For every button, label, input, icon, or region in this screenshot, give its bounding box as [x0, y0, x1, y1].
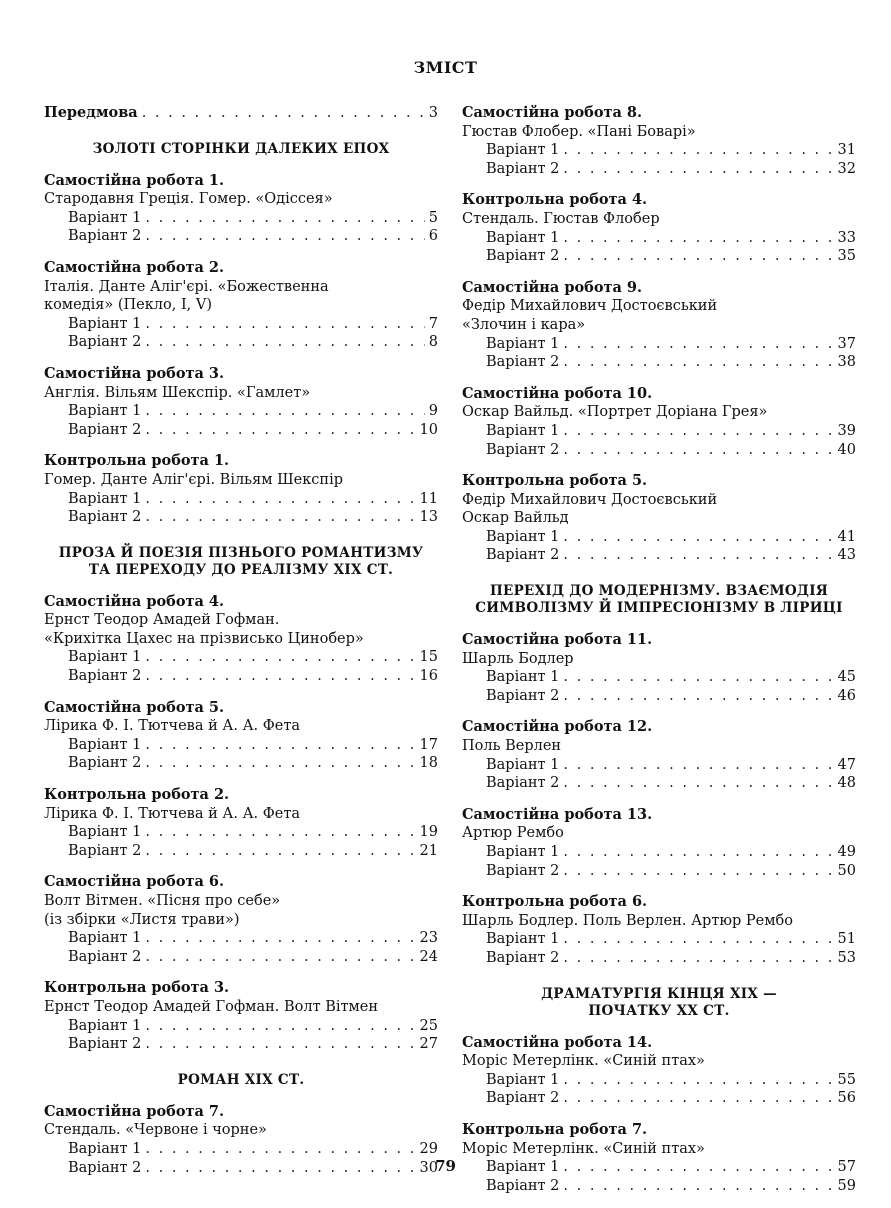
dot-leader — [145, 823, 415, 842]
toc-entry — [462, 279, 856, 372]
entry-title: Контрольна робота 7. — [462, 1120, 648, 1138]
variant-label: Варіант 2 — [68, 842, 142, 859]
variant-label: Варіант 1 — [486, 756, 560, 773]
variant-page: 6 — [428, 228, 438, 245]
entry-subtitle: Стародавня Греція. Гомер. «Одіссея» — [44, 191, 333, 208]
variant-page: 7 — [428, 315, 438, 332]
variant-row — [462, 930, 856, 949]
variant-row — [44, 402, 438, 421]
variant-page: 18 — [419, 755, 438, 772]
entry-title: Самостійна робота 4. — [44, 592, 225, 610]
dot-leader — [563, 687, 833, 706]
dot-leader — [145, 402, 424, 421]
variant-row — [462, 441, 856, 460]
variant-label: Варіант 2 — [68, 1159, 142, 1176]
section-heading-line: ЗОЛОТІ СТОРІНКИ ДАЛЕКИХ ЕПОХ — [92, 140, 390, 157]
dot-leader — [145, 1017, 415, 1036]
variant-label: Варіант 1 — [486, 1159, 560, 1176]
variant-row — [44, 648, 438, 667]
dot-leader — [563, 756, 833, 775]
variant-row — [462, 141, 856, 160]
dot-leader — [145, 209, 424, 228]
section-heading — [44, 1072, 438, 1089]
entry-subtitle: Стендаль. Гюстав Флобер — [462, 210, 660, 227]
entry-title: Самостійна робота 1. — [44, 171, 225, 189]
variant-row — [462, 774, 856, 793]
entry-subtitle: Федір Михайлович Достоєвський — [462, 491, 718, 508]
section-heading-line: ПРОЗА Й ПОЕЗІЯ ПІЗНЬОГО РОМАНТИЗМУ — [58, 544, 424, 561]
variant-row — [462, 247, 856, 266]
variant-row — [44, 842, 438, 861]
toc-entry — [44, 172, 438, 246]
dot-leader — [145, 929, 415, 948]
dot-leader — [563, 422, 833, 441]
toc-entry — [462, 472, 856, 565]
variant-page: 39 — [837, 422, 856, 439]
dot-leader — [145, 315, 424, 334]
dot-leader — [563, 1089, 833, 1108]
section-heading — [462, 583, 856, 617]
dot-leader — [563, 843, 833, 862]
variant-page: 37 — [837, 335, 856, 352]
variant-label: Варіант 2 — [486, 949, 560, 966]
dot-leader — [145, 333, 424, 352]
variant-page: 21 — [419, 842, 438, 859]
dot-leader — [145, 667, 415, 686]
page-number: 79 — [435, 1157, 456, 1175]
entry-subtitle: Ернст Теодор Амадей Гофман. — [44, 612, 280, 629]
toc-entry — [462, 1034, 856, 1108]
dot-leader — [563, 528, 833, 547]
variant-label: Варіант 1 — [68, 403, 142, 420]
variant-row — [462, 843, 856, 862]
dot-leader — [145, 1140, 415, 1159]
variant-page: 55 — [837, 1071, 856, 1088]
variant-page: 59 — [837, 1177, 856, 1194]
variant-label: Варіант 2 — [486, 441, 560, 458]
variant-row — [462, 949, 856, 968]
variant-label: Варіант 1 — [486, 1071, 560, 1088]
variant-page: 45 — [837, 669, 856, 686]
dot-leader — [145, 1035, 415, 1054]
dot-leader — [563, 546, 833, 565]
entry-subtitle: Моріс Метерлінк. «Синій птах» — [462, 1140, 705, 1157]
toc-entry — [44, 699, 438, 773]
variant-page: 30 — [419, 1159, 438, 1176]
variant-row — [44, 421, 438, 440]
dot-leader — [145, 648, 415, 667]
variant-row — [44, 227, 438, 246]
variant-page: 33 — [837, 229, 856, 246]
entry-title: Контрольна робота 5. — [462, 472, 648, 490]
variant-row — [462, 528, 856, 547]
variant-page: 51 — [837, 931, 856, 948]
variant-label: Варіант 2 — [68, 228, 142, 245]
toc-entry — [44, 365, 438, 439]
variant-label: Варіант 2 — [68, 334, 142, 351]
toc-entry — [44, 452, 438, 526]
entry-subtitle: Лірика Ф. І. Тютчева й А. А. Фета — [44, 805, 301, 822]
entry-subtitle: Волт Вітмен. «Пісня про себе» — [44, 893, 281, 909]
entry-subtitle: Моріс Метерлінк. «Синій птах» — [462, 1053, 705, 1070]
variant-page: 16 — [419, 668, 438, 685]
preface-label: Передмова — [44, 104, 138, 121]
section-heading — [44, 141, 438, 158]
entry-title: Контрольна робота 3. — [44, 979, 230, 997]
variant-label: Варіант 2 — [68, 509, 142, 526]
variant-row — [44, 929, 438, 948]
variant-page: 19 — [419, 824, 438, 841]
variant-label: Варіант 1 — [486, 844, 560, 860]
variant-row — [44, 736, 438, 755]
entry-title: Самостійна робота 10. — [462, 384, 653, 402]
dot-leader — [145, 421, 415, 440]
variant-row — [462, 353, 856, 372]
variant-row — [44, 754, 438, 773]
variant-row — [462, 335, 856, 354]
entry-subtitle: Оскар Вайльд — [462, 510, 569, 527]
entry-subtitle: «Крихітка Цахес на прізвисько Цинобер» — [44, 630, 364, 647]
toc-entry — [44, 873, 438, 966]
toc-right-column — [462, 104, 856, 1208]
variant-label: Варіант 1 — [486, 335, 560, 352]
entry-subtitle: Італія. Данте Аліг'єрі. «Божественна — [44, 278, 329, 295]
variant-page: 56 — [837, 1090, 856, 1107]
dot-leader — [563, 862, 833, 881]
variant-label: Варіант 2 — [486, 775, 560, 792]
variant-label: Варіант 2 — [486, 547, 560, 564]
variant-label: Варіант 1 — [68, 930, 142, 947]
entry-title: Контрольна робота 6. — [462, 893, 648, 911]
dot-leader — [563, 1177, 833, 1196]
variant-row — [462, 1089, 856, 1108]
entry-subtitle: комедія» (Пекло, I, V) — [44, 297, 213, 314]
variant-page: 8 — [428, 334, 438, 351]
toc-entry — [44, 979, 438, 1053]
entry-title: Самостійна робота 6. — [44, 873, 225, 891]
entry-title: Контрольна робота 4. — [462, 191, 648, 209]
dot-leader — [563, 668, 833, 687]
variant-label: Варіант 2 — [68, 755, 142, 772]
dot-leader — [145, 736, 415, 755]
variant-row — [462, 668, 856, 687]
variant-row — [462, 1071, 856, 1090]
variant-label: Варіант 2 — [486, 1090, 560, 1107]
variant-page: 11 — [419, 490, 438, 507]
variant-label: Варіант 2 — [486, 354, 560, 371]
section-heading-line: ПОЧАТКУ XX СТ. — [588, 1002, 730, 1019]
toc-entry — [462, 806, 856, 880]
variant-page: 50 — [837, 862, 856, 879]
entry-title: Самостійна робота 7. — [44, 1102, 225, 1120]
variant-row — [44, 1140, 438, 1159]
preface-row — [44, 104, 438, 123]
variant-row — [44, 209, 438, 228]
variant-row — [44, 333, 438, 352]
variant-page: 47 — [837, 756, 856, 773]
variant-page: 41 — [837, 528, 856, 545]
entry-title: Самостійна робота 12. — [462, 718, 653, 736]
dot-leader — [145, 508, 415, 527]
variant-row — [44, 1035, 438, 1054]
variant-page: 46 — [837, 687, 856, 704]
variant-label: Варіант 1 — [486, 669, 560, 686]
variant-page: 57 — [837, 1159, 856, 1176]
variant-label: Варіант 2 — [68, 1036, 142, 1053]
dot-leader — [563, 247, 833, 266]
variant-page: 5 — [428, 209, 438, 226]
variant-page: 9 — [428, 403, 438, 420]
variant-row — [44, 490, 438, 509]
section-heading-line: СИМВОЛІЗМУ Й ІМПРЕСІОНІЗМУ В ЛІРИЦІ — [475, 600, 843, 617]
variant-label: Варіант 2 — [486, 160, 560, 177]
preface-page: 3 — [428, 105, 438, 121]
entry-title: Контрольна робота 2. — [44, 786, 230, 804]
variant-page: 29 — [419, 1140, 438, 1157]
variant-label: Варіант 2 — [486, 1177, 560, 1194]
dot-leader — [563, 353, 833, 372]
variant-label: Варіант 1 — [68, 315, 142, 332]
variant-page: 27 — [419, 1036, 438, 1053]
variant-row — [462, 687, 856, 706]
dot-leader — [145, 754, 415, 773]
section-heading-line: ПЕРЕХІД ДО МОДЕРНІЗМУ. ВЗАЄМОДІЯ — [489, 583, 829, 600]
variant-page: 38 — [837, 354, 856, 371]
variant-label: Варіант 1 — [486, 528, 560, 545]
variant-label: Варіант 2 — [68, 948, 142, 965]
section-heading-line: РОМАН XIX СТ. — [177, 1071, 305, 1088]
variant-row — [44, 667, 438, 686]
variant-label: Варіант 1 — [68, 1140, 142, 1157]
variant-row — [462, 422, 856, 441]
dot-leader — [563, 949, 833, 968]
entry-title: Самостійна робота 2. — [44, 258, 225, 276]
variant-label: Варіант 1 — [486, 142, 560, 159]
variant-row — [462, 862, 856, 881]
variant-row — [44, 823, 438, 842]
variant-row — [462, 1177, 856, 1196]
dot-leader — [142, 104, 425, 123]
variant-label: Варіант 2 — [68, 668, 142, 685]
entry-subtitle: «Злочин і кара» — [462, 316, 586, 333]
variant-label: Варіант 1 — [68, 490, 142, 507]
variant-page: 15 — [419, 649, 438, 666]
section-heading — [462, 986, 856, 1020]
variant-row — [44, 948, 438, 967]
variant-label: Варіант 1 — [68, 824, 142, 841]
variant-page: 32 — [837, 160, 856, 177]
toc-entry — [462, 385, 856, 459]
variant-page: 10 — [419, 421, 438, 438]
dot-leader — [145, 948, 415, 967]
page-title: ЗМІСТ — [413, 58, 478, 77]
dot-leader — [563, 335, 833, 354]
entry-subtitle: Стендаль. «Червоне і чорне» — [44, 1122, 267, 1139]
entry-subtitle: Поль Верлен — [462, 738, 562, 755]
variant-label: Варіант 1 — [486, 229, 560, 246]
entry-subtitle: Англія. Вільям Шекспір. «Гамлет» — [44, 384, 311, 401]
dot-leader — [563, 160, 833, 179]
variant-row — [462, 229, 856, 248]
toc-entry — [462, 191, 856, 265]
variant-label: Варіант 1 — [68, 649, 142, 666]
entry-subtitle: Лірика Ф. І. Тютчева й А. А. Фета — [44, 718, 301, 735]
entry-subtitle: Гюстав Флобер. «Пані Боварі» — [462, 123, 696, 140]
variant-page: 23 — [419, 930, 438, 947]
variant-label: Варіант 2 — [486, 248, 560, 265]
toc-entry — [462, 104, 856, 178]
entry-title: Контрольна робота 1. — [44, 452, 230, 470]
variant-page: 40 — [837, 441, 856, 458]
variant-label: Варіант 1 — [486, 931, 560, 948]
entry-title: Самостійна робота 11. — [462, 631, 653, 649]
entry-title: Самостійна робота 8. — [462, 104, 643, 121]
dot-leader — [563, 774, 833, 793]
entry-subtitle: Федір Михайлович Достоєвський — [462, 298, 718, 315]
entry-subtitle: Оскар Вайльд. «Портрет Доріана Грея» — [462, 404, 768, 421]
dot-leader — [563, 441, 833, 460]
variant-row — [44, 315, 438, 334]
variant-label: Варіант 2 — [486, 862, 560, 879]
entry-title: Самостійна робота 13. — [462, 805, 653, 823]
variant-label: Варіант 1 — [486, 422, 560, 439]
dot-leader — [145, 227, 424, 246]
entry-subtitle: Ернст Теодор Амадей Гофман. Волт Вітмен — [44, 998, 379, 1015]
left-entries — [44, 141, 438, 1178]
entry-subtitle: (із збірки «Листя трави») — [44, 911, 240, 928]
dot-leader — [145, 490, 415, 509]
entry-title: Самостійна робота 9. — [462, 278, 643, 296]
variant-row — [44, 508, 438, 527]
variant-row — [462, 546, 856, 565]
toc-left-column — [44, 104, 438, 1190]
section-heading — [44, 545, 438, 579]
variant-page: 17 — [419, 736, 438, 753]
variant-label: Варіант 2 — [486, 687, 560, 704]
variant-label: Варіант 1 — [68, 1017, 142, 1034]
variant-page: 53 — [837, 949, 856, 966]
variant-page: 35 — [837, 248, 856, 265]
variant-page: 49 — [837, 844, 856, 860]
variant-page: 31 — [837, 142, 856, 159]
entry-subtitle: Шарль Бодлер. Поль Верлен. Артюр Рембо — [462, 912, 793, 929]
variant-row — [44, 1017, 438, 1036]
entry-subtitle: Шарль Бодлер — [462, 650, 574, 667]
entry-title: Самостійна робота 3. — [44, 364, 225, 382]
toc-entry — [44, 593, 438, 686]
variant-page: 24 — [419, 948, 438, 965]
dot-leader — [563, 229, 833, 248]
entry-title: Самостійна робота 14. — [462, 1033, 653, 1051]
variant-label: Варіант 1 — [68, 209, 142, 226]
variant-label: Варіант 2 — [68, 421, 142, 438]
variant-page: 25 — [419, 1017, 438, 1034]
dot-leader — [563, 930, 833, 949]
toc-entry — [462, 631, 856, 705]
toc-entry — [462, 718, 856, 792]
dot-leader — [563, 141, 833, 160]
variant-label: Варіант 1 — [68, 736, 142, 753]
toc-entry — [44, 786, 438, 860]
toc-entry — [44, 259, 438, 352]
entry-subtitle: Артюр Рембо — [462, 825, 564, 842]
section-heading-line: ТА ПЕРЕХОДУ ДО РЕАЛІЗМУ XIX СТ. — [88, 561, 394, 578]
variant-row — [462, 756, 856, 775]
variant-page: 13 — [419, 509, 438, 526]
toc-entry — [462, 893, 856, 967]
variant-page: 48 — [837, 775, 856, 792]
section-heading-line: ДРАМАТУРГІЯ КІНЦЯ XIX — — [541, 985, 777, 1002]
right-entries — [462, 104, 856, 1195]
entry-title: Самостійна робота 5. — [44, 698, 225, 716]
dot-leader — [145, 842, 415, 861]
entry-subtitle: Гомер. Данте Аліг'єрі. Вільям Шекспір — [44, 471, 343, 488]
variant-row — [462, 160, 856, 179]
variant-page: 43 — [837, 547, 856, 564]
dot-leader — [563, 1071, 833, 1090]
